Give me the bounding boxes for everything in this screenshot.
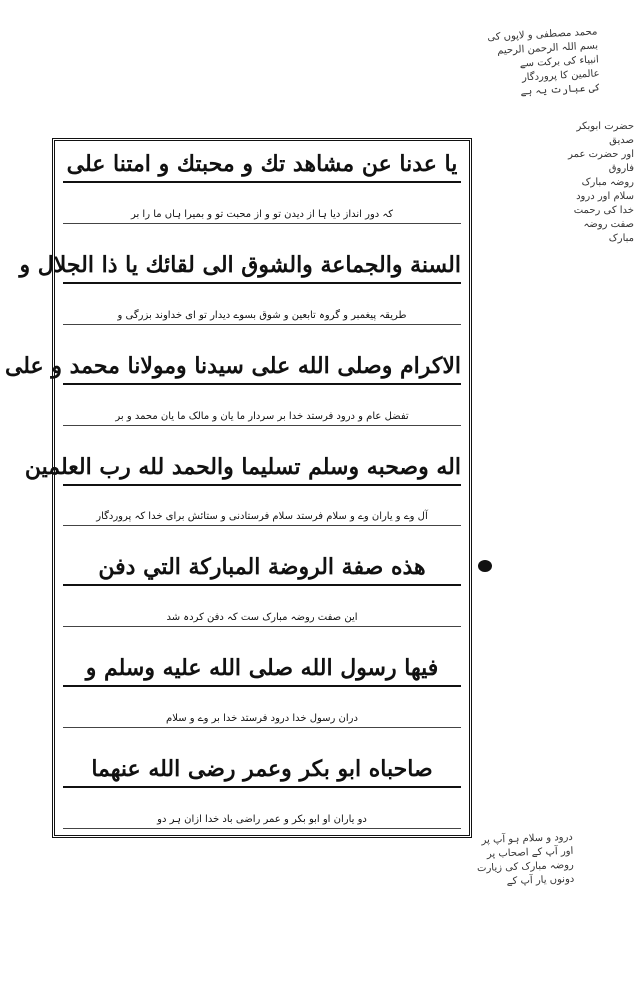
translation-line: دو یاران او ابو بکر و عمر راضی باد خدا ازان ہر دو xyxy=(63,812,461,829)
main-text-frame xyxy=(4,138,472,838)
arabic-line: الاكرام وصلى الله على سيدنا ومولانا محمد و على xyxy=(63,349,461,385)
margin-note: کی عبارت یہ ہے xyxy=(520,82,601,98)
arabic-line: فيها رسول الله صلى الله عليه وسلم و xyxy=(63,651,461,687)
margin-note: عالمین کا پروردگار xyxy=(521,68,600,84)
margin-note: خدا کی رحمت xyxy=(573,205,634,216)
translation-line: دران رسول خدا درود فرستد خدا بر وے و سلام xyxy=(63,711,461,728)
margin-note: روضہ مبارک کی زیارت xyxy=(476,859,574,875)
margin-note: بسم اللہ الرحمن الرحیم xyxy=(496,40,599,57)
margin-note: محمد مصطفی و لاپوں کی xyxy=(487,26,598,44)
margin-note: اور حضرت عمر فاروق xyxy=(568,149,634,174)
translation-line: کہ دور انداز دیا ہا از دیدن تو و از محبت تو و بمیرا ہاں ما را بر xyxy=(63,207,461,224)
margin-note: روضہ مبارک xyxy=(581,177,634,188)
margin-note: انبیاء کی برکت سے xyxy=(519,54,600,70)
right-margin-notes xyxy=(564,120,634,880)
ink-blot xyxy=(478,560,492,572)
translation-line: طریقہ پیغمبر و گروہ تابعین و شوق بسوے دیدار تو ای خداوند بزرگی و xyxy=(63,308,461,325)
arabic-line: يا عدنا عن مشاهد تك و محبتك و امتنا على xyxy=(63,147,461,183)
arabic-line: صاحباه ابو بكر وعمر رضى الله عنهما xyxy=(63,752,461,788)
translation-line: این صفت روضہ مبارک ست کہ دفن کردہ شد xyxy=(63,610,461,627)
margin-note: حضرت ابوبکر صدیق xyxy=(576,121,634,146)
arabic-line: اله وصحبه وسلم تسليما والحمد لله رب العلمين xyxy=(63,450,461,486)
margin-note: سلام اور درود xyxy=(576,191,634,202)
bottom-margin-notes xyxy=(43,831,577,979)
margin-note: درود و سلام ہو آپ پر xyxy=(481,831,573,846)
translation-line: تفضل عام و درود فرستد خدا بر سردار ما یان و مالک ما یان محمد و بر xyxy=(63,409,461,426)
arabic-line: السنة والجماعة والشوق الى لقائك يا ذا الجلال و xyxy=(63,248,461,284)
margin-note: دونوں یار آپ کے xyxy=(506,873,575,888)
translation-line: آل وے و یاران وے و سلام فرستد سلام فرستادنی و ستائش برای خدا کہ پروردگار xyxy=(63,509,461,526)
top-margin-notes xyxy=(38,25,602,154)
margin-note: صفت روضہ مبارک xyxy=(583,219,634,244)
margin-note: اور آپ کے اصحاب پر xyxy=(486,845,574,860)
arabic-line: هذه صفة الروضة المباركة التي دفن xyxy=(63,550,461,586)
